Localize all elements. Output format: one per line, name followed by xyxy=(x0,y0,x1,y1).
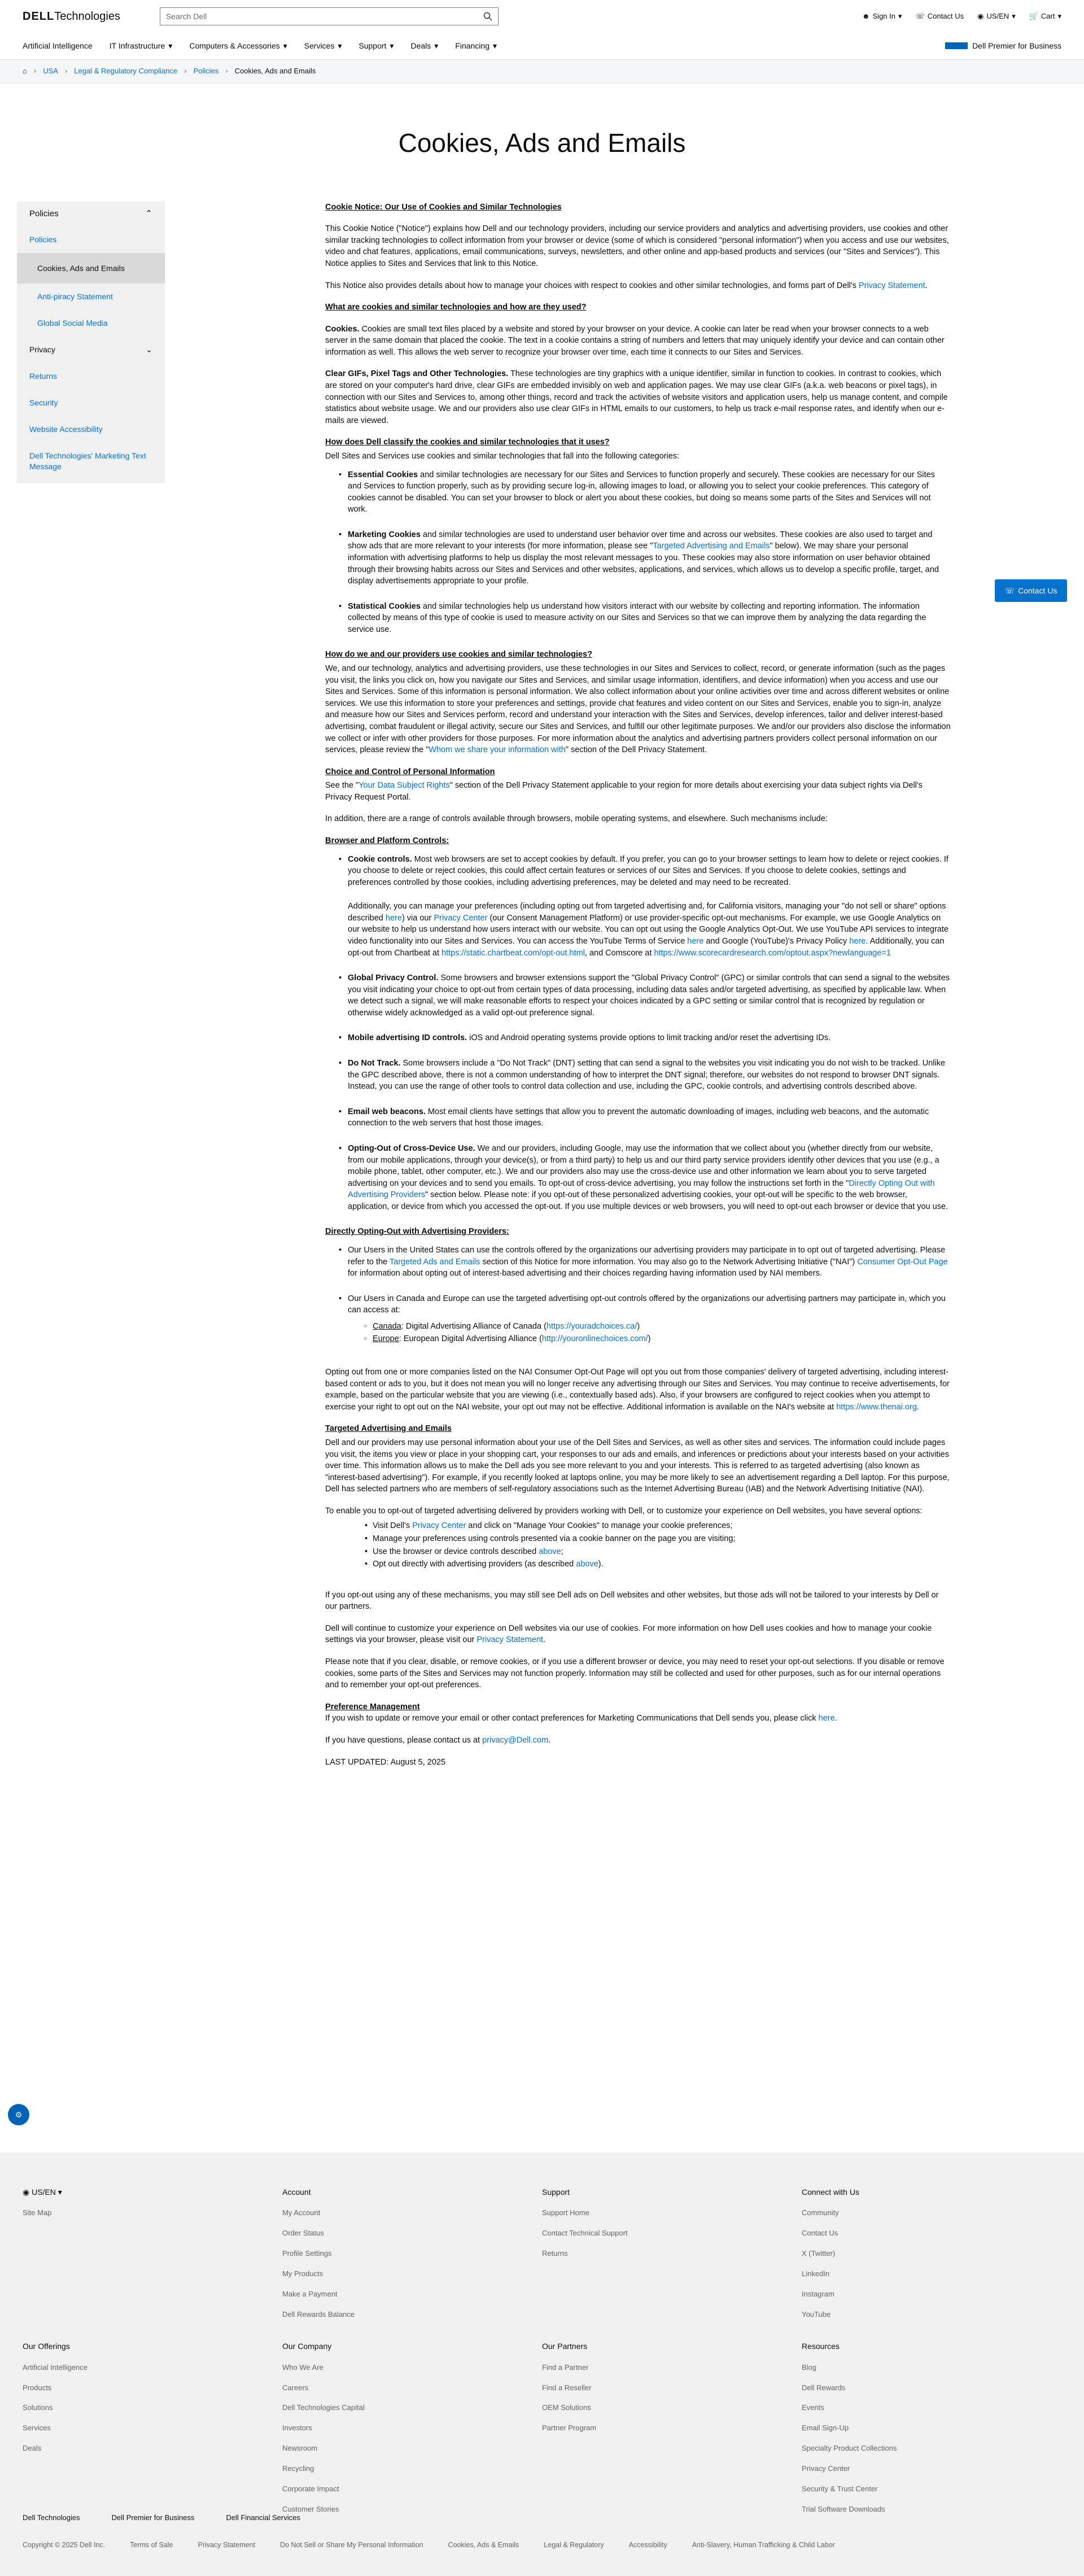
region-selector[interactable] xyxy=(977,11,1016,22)
footer-second-row xyxy=(23,2329,1061,2524)
footer-brands xyxy=(23,2513,300,2523)
breadcrumb xyxy=(0,60,1084,84)
section-heading: Choice and Control of Personal Information xyxy=(325,767,495,776)
breadcrumb-policies[interactable]: Policies xyxy=(193,67,219,76)
region-name: Canada xyxy=(373,1321,401,1331)
targeted-ads-link[interactable]: Targeted Ads and Emails xyxy=(389,1257,480,1267)
paragraph xyxy=(325,368,951,426)
list-item xyxy=(348,1143,951,1212)
text: ; xyxy=(561,1547,563,1556)
footer-brand-link[interactable]: Dell Financial Services xyxy=(226,2513,300,2522)
cart-button[interactable] xyxy=(1029,11,1061,22)
chevron-down-icon: ▾ xyxy=(168,41,173,51)
preferences-here-link[interactable]: here xyxy=(818,1714,835,1723)
text: Most web browsers are set to accept cookies by default. If you prefer, you can go to your browser settings to learn how to delete or reject cookies. If you choose to delete or reject cookies, this could affect certain features or services of our Sites and Services. If you choose to delete cookies, settings and preferences controlled by those cookies, including advertising preferences, may be deleted and may need to be recreated. xyxy=(348,854,948,887)
term: Cookies. xyxy=(325,324,360,334)
breadcrumb-legal[interactable]: Legal & Regulatory Compliance xyxy=(74,67,178,76)
footer-legal-link[interactable]: Privacy Statement xyxy=(198,2541,255,2549)
sidebar-privacy-label: Privacy xyxy=(29,345,55,355)
floating-contact-button[interactable] xyxy=(995,579,1067,602)
footer-link[interactable]: Make a Payment xyxy=(282,2289,338,2298)
chevron-down-icon: ▾ xyxy=(1012,11,1016,20)
paragraph xyxy=(325,1366,951,1413)
list-item xyxy=(348,1106,951,1129)
term: Clear GIFs, Pixel Tags and Other Technologies. xyxy=(325,369,509,379)
here-link[interactable]: here xyxy=(849,937,866,946)
footer-legal xyxy=(23,2540,835,2550)
footer-link[interactable]: Profile Settings xyxy=(282,2248,332,2258)
logo-text: DELL xyxy=(23,10,55,23)
footer-link[interactable]: Community xyxy=(802,2208,839,2217)
footer xyxy=(0,2153,1084,2576)
text: (our Consent Management Platform) or use provider-specific opt-out mechanisms. For example, we use Google Analytics on our website to help us understand how users interact with our website. You can opt out using the Google Analytics Opt-Out. We use YouTube API services to integrate video functionality into our Sites and Services. You can access the YouTube Terms of Service xyxy=(348,913,948,946)
breadcrumb-current: Cookies, Ads and Emails xyxy=(234,67,316,76)
sidebar-item-accessibility[interactable]: Website Accessibility xyxy=(17,416,165,443)
footer-region-selector[interactable] xyxy=(23,2186,282,2198)
text: ) xyxy=(637,1321,640,1331)
footer-link[interactable]: LinkedIn xyxy=(802,2269,830,2278)
headset-icon: ☏ xyxy=(1004,586,1015,595)
here-link[interactable]: here xyxy=(687,937,704,946)
footer-link[interactable]: Solutions xyxy=(23,2403,53,2412)
text: : European Digital Advertising Alliance ( xyxy=(399,1334,542,1344)
text: These technologies are tiny graphics with a unique identifier, similar in function to cookies. In contrast to cookies, which are stored on your computer's hard drive, clear GIFs are embedded invisibly on web and application pages. We may use clear GIFs (a.k.a. web beacons or pixel tags), in connection with our Sites and Services to, among other things, record and track the activities of website visitors and application users, help us manage content, and compile statistics about website usage. We and our providers also use clear GIFs in HTML emails to our customers, to help us track e-mail response rates, and identify when our e-mails are viewed. xyxy=(325,369,948,425)
list-item xyxy=(348,854,951,959)
breadcrumb-separator: › xyxy=(64,67,68,76)
nav-item-deals[interactable] xyxy=(410,40,438,51)
breadcrumb-separator: › xyxy=(184,67,187,76)
footer-list xyxy=(23,2208,282,2219)
chevron-down-icon: ▾ xyxy=(390,41,394,51)
text: Most email clients have settings that allow you to prevent the automatic downloading of images, including web beacons, and the automatic connection to the web servers that host those images. xyxy=(348,1107,929,1128)
footer-legal-link[interactable]: Cookies, Ads & Emails xyxy=(448,2541,519,2549)
data-subject-rights-link[interactable]: Your Data Subject Rights xyxy=(359,781,450,791)
paragraph: In addition, there are a range of controls available through browsers, mobile operating systems, and elsewhere. Such mechanisms include: xyxy=(325,814,828,824)
search-input[interactable] xyxy=(160,7,499,25)
text: If you wish to update or remove your email or other contact preferences for Marketing Communications that Dell sends you, please click xyxy=(325,1714,819,1723)
nav-item-computers[interactable] xyxy=(189,40,287,51)
paragraph: If you opt-out using any of these mechanisms, you may still see Dell ads on Dell websites and other websites, but those ads will not be tailored to your interests by Dell or our partners. xyxy=(325,1590,939,1612)
sidebar-item-policies[interactable]: Policies xyxy=(17,226,165,253)
chevron-down-icon: ▾ xyxy=(283,41,287,51)
footer-link[interactable]: Who We Are xyxy=(282,2363,324,2372)
nav-item-label: Services xyxy=(304,41,335,51)
footer-brand-link[interactable]: Dell Technologies xyxy=(23,2513,80,2522)
logo-suffix: Technologies xyxy=(54,10,120,23)
nav-item-it-infrastructure[interactable] xyxy=(110,40,173,51)
text: Use the browser or device controls described xyxy=(373,1547,539,1556)
headset-icon: ☏ xyxy=(915,11,925,20)
text: Cookies are small text files placed by a website and stored by your browser on your device. A cookie can later be read when your browser connects to a web server in the same domain that placed the cookie. The text in a cookie contains a string of numbers and letters that may uniquely identify your device and can contain other information as well. This allows the web server to recognize your browser over time, each time it connects to our Sites and Services. xyxy=(325,324,945,357)
accessibility-icon: ⚙ xyxy=(15,2110,23,2119)
list-item xyxy=(373,1520,951,1532)
footer-list xyxy=(23,2363,282,2454)
footer-col-title: Our Offerings xyxy=(23,2342,70,2351)
list-item xyxy=(348,972,951,1019)
footer-col-company xyxy=(282,2341,542,2524)
footer-link[interactable]: Find a Reseller xyxy=(542,2383,592,2392)
chartbeat-link[interactable]: https://static.chartbeat.com/opt-out.html xyxy=(442,948,585,958)
direct-optout-list xyxy=(348,1245,951,1316)
term: Do Not Track. xyxy=(348,1059,401,1068)
footer-region-label: US/EN xyxy=(32,2188,56,2197)
text: Visit Dell's xyxy=(373,1521,413,1531)
list-item xyxy=(348,601,951,636)
nav-item-label: Support xyxy=(359,41,387,51)
footer-list xyxy=(542,2208,802,2259)
privacy-statement-link[interactable]: Privacy Statement xyxy=(858,281,925,290)
text: iOS and Android operating systems provide options to limit tracking and/or reset the advertising IDs. xyxy=(467,1033,831,1043)
accessibility-widget-button[interactable] xyxy=(8,2104,29,2125)
footer-col-resources xyxy=(802,2341,897,2524)
footer-link[interactable]: Partner Program xyxy=(542,2424,597,2433)
footer-col-title: Our Company xyxy=(282,2342,332,2351)
term: Statistical Cookies xyxy=(348,601,421,611)
paragraph: To enable you to opt-out of targeted advertising delivered by providers working with Dell, or to customize your experience on Dell websites, you have several options: xyxy=(325,1506,923,1516)
text: See the " xyxy=(325,781,359,791)
paragraph xyxy=(348,901,951,959)
contact-button-label: Contact Us xyxy=(1018,586,1057,595)
chevron-up-icon: ⌃ xyxy=(145,208,152,219)
text: We and our providers, including Google, may use the information that we collect about you (whether directly from our website, from our mobile applications, through your device(s), or from a third party) to help us and our third party service providers identify other devices that you use (e.g., a mobile phone, tablet, other computer, etc.). We and our providers also may use the cross-device use and other information we learn about you to serve targeted advertising on your devices and to send you emails. To opt-out of cross-device advertising, you may follow the instructions set forth in the " xyxy=(348,1143,939,1188)
top-bar xyxy=(0,0,1084,33)
footer-link[interactable]: Dell Rewards xyxy=(802,2383,846,2392)
footer-link[interactable]: Dell Rewards Balance xyxy=(282,2309,355,2319)
list-item xyxy=(348,1032,951,1044)
user-icon: ☻ xyxy=(862,11,870,20)
text: section of this Notice for more information. You may also go to the Network Advertising Initiative ("NAI") xyxy=(480,1257,858,1267)
text: and click on "Manage Your Cookies" to manage your cookie preferences; xyxy=(466,1521,733,1531)
paragraph: Dell and our providers may use personal information about your use of the Dell Sites and Services, as well as other sites and services. The information could include pages you visit, the items you view or place in your shopping cart, your responses to our ads and emails, and inferences or predictions about your interests based on your activities over time. This information allows us to make the Dell ads you see more relevant to you and your interests. This is referred to as targeted advertising (also known as "interest-based advertising"). For example, if you recently looked at laptops online, you may be more likely to see an advertisement regarding a Dell laptop. For this purpose, Dell has selected partners who are members of self-regulatory associations such as the Internet Advertising Bureau (IAB) and the Network Advertising Initiative (NAI). xyxy=(325,1438,950,1494)
footer-link[interactable]: Investors xyxy=(282,2424,312,2433)
text: Additionally, you can manage your preferences (including opting out from targeted advertising and, for California visitors, managing your "do not sell or share" options described xyxy=(348,902,946,923)
above-link[interactable]: above xyxy=(539,1547,561,1556)
footer-link[interactable]: Contact Us xyxy=(802,2229,838,2238)
footer-link[interactable]: Specialty Product Collections xyxy=(802,2444,897,2453)
text: We, and our technology, analytics and advertising providers, use these technologies in our Sites and Services to collect, record, or generate information (such as the pages you visit, the links you click on, how you navigate our Sites and Services, and similar usage information, identifiers, and device information) when you access and use our Sites and Services. Some of this information is personal information. We also collect information about your online activities over time and across different websites or online services. We use this information to store your preferences and settings, provide chat features and video content on our Sites and Services, enable you to sign-in, analyze and measure how our Sites and Services perform, record and understand your interaction with the Sites and Services, develop inferences, tailor and deliver interest-based advertising, combat fraudulent or illegal activity, secure our Sites and Services, and fulfill our other legitimate purposes. We and/or our providers also disclose the information we collect or infer with other providers for those purposes. For more information about the analytics and advertising partners providers collect personal information on our services, please review the " xyxy=(325,664,951,755)
section-heading: Targeted Advertising and Emails xyxy=(325,1424,452,1434)
footer-link[interactable]: Order Status xyxy=(282,2229,324,2238)
text: and similar technologies are necessary for our Sites and Services to function properly and securely. These cookies are necessary for our Sites and Services to function properly, such as by providing secure log-in, allowing images to load, or allowing you to select your cookie preferences. This category of cookies cannot be disabled. You can set your browser to block or alert you about these cookies, but doing so means some parts of the Sites and Services will not work. xyxy=(348,470,935,514)
text: This Notice also provides details about how to manage your choices with respect to cookies and other similar technologies, and forms part of Dell's xyxy=(325,281,859,290)
list-item xyxy=(373,1546,951,1558)
footer-col-title: Resources xyxy=(802,2342,840,2351)
term: Global Privacy Control. xyxy=(348,973,439,983)
text: Our Users in the United States can use the controls offered by the organizations our advertising providers may participate in to opt out of targeted advertising. Please refer to the xyxy=(348,1246,946,1267)
text: and similar technologies help us understand how visitors interact with our website by collecting and reporting information. The information collected by means of this type of cookie is used to measure activity on our Sites and Services so that we can improve them by analyzing the data regarding the service use. xyxy=(348,601,926,634)
footer-list xyxy=(802,2208,859,2320)
term: Essential Cookies xyxy=(348,470,418,479)
text: Our Users in Canada and Europe can use the targeted advertising opt-out controls offered by the organizations our advertising partners may participate in, which you can access at: xyxy=(348,1294,946,1315)
chevron-down-icon: ▾ xyxy=(338,41,342,51)
section-heading: What are cookies and similar technologies and how are they used? xyxy=(325,303,587,312)
paragraph: This Cookie Notice ("Notice") explains how Dell and our technology providers, including our service providers and analytics and advertising providers, use cookies and other similar tracking technologies to collect information from your browser or device (some of which is considered "personal information") when you access and use our websites, video and chat features, applications, email communications, surveys, newsletters, and other online and app-based products and services (our "Sites and Services"). This Notice applies to Sites and Services that link to this Notice. xyxy=(325,224,949,268)
chevron-down-icon: ▾ xyxy=(898,11,902,20)
footer-link[interactable]: My Account xyxy=(282,2208,321,2217)
top-header xyxy=(0,0,1084,84)
edaa-link[interactable]: http://youronlinechoices.com/ xyxy=(541,1334,648,1344)
list-item xyxy=(348,529,951,587)
footer-link[interactable]: Contact Technical Support xyxy=(542,2229,628,2238)
last-updated: LAST UPDATED: August 5, 2025 xyxy=(325,1757,446,1767)
paragraph xyxy=(325,1713,951,1724)
footer-legal-link[interactable]: Anti-Slavery, Human Trafficking & Child Labor xyxy=(692,2541,835,2549)
footer-link[interactable]: Find a Partner xyxy=(542,2363,589,2372)
footer-link[interactable]: Services xyxy=(23,2424,51,2433)
footer-link[interactable]: Careers xyxy=(282,2383,309,2392)
term: Email web beacons. xyxy=(348,1107,426,1116)
footer-region-col xyxy=(23,2186,282,2329)
text: for information about opting out of interest-based advertising and their choices regarding having information used by NAI members. xyxy=(348,1269,822,1278)
sidebar-item-social[interactable]: Global Social Media xyxy=(17,310,165,337)
footer-link[interactable]: OEM Solutions xyxy=(542,2403,591,2412)
text: " section of the Dell Privacy Statement applicable to your region for more details about exercising your data subject rights via Dell's Privacy Request Portal. xyxy=(325,781,923,802)
contact-us-button[interactable] xyxy=(916,11,964,22)
sidebar xyxy=(17,202,165,1778)
term: Marketing Cookies xyxy=(348,530,421,539)
nav-item-label: Financing xyxy=(455,41,489,51)
text: . xyxy=(543,1635,546,1645)
privacy-center-link[interactable]: Privacy Center xyxy=(434,913,488,923)
text: and similar technologies are used to understand user behavior over time and across our websites. These cookies are also used to target and show ads that are more relevant to your interests (for more information, please see " xyxy=(348,530,933,551)
footer-col-title: Our Partners xyxy=(542,2342,588,2351)
text: , and Comscore at xyxy=(584,948,654,958)
footer-link[interactable]: Instagram xyxy=(802,2289,834,2298)
text: . xyxy=(916,1402,919,1412)
text: . xyxy=(925,281,928,290)
copyright: Copyright © 2025 Dell Inc. xyxy=(23,2541,106,2549)
sidebar-header-label: Policies xyxy=(29,208,59,219)
footer-link[interactable]: Blog xyxy=(802,2363,817,2372)
chevron-down-icon: ⌄ xyxy=(146,345,152,355)
paragraph xyxy=(325,1623,951,1646)
section-heading: Preference Management xyxy=(325,1702,420,1711)
paragraph xyxy=(325,280,951,292)
footer-link[interactable]: Trial Software Downloads xyxy=(802,2504,885,2513)
text: . xyxy=(834,1714,837,1723)
text: ) via our xyxy=(401,913,434,923)
main-nav xyxy=(0,33,1084,60)
paragraph xyxy=(325,780,951,803)
footer-link[interactable]: Corporate Impact xyxy=(282,2484,339,2493)
list-item xyxy=(348,1058,951,1093)
footer-link[interactable]: Privacy Center xyxy=(802,2464,850,2473)
nai-optout-link[interactable]: Consumer Opt-Out Page xyxy=(857,1257,948,1267)
breadcrumb-usa[interactable]: USA xyxy=(43,67,58,76)
privacy-center-link[interactable]: Privacy Center xyxy=(412,1521,466,1531)
footer-link[interactable]: Customer Stories xyxy=(282,2504,339,2513)
text: . Additionally, you can opt-out from Chartbeat at xyxy=(348,937,945,958)
footer-col-connect xyxy=(802,2186,859,2329)
footer-col-title: Account xyxy=(282,2188,311,2197)
targeted-advertising-link[interactable]: Targeted Advertising and Emails xyxy=(653,542,770,551)
nav-item-ai[interactable]: Artificial Intelligence xyxy=(23,41,93,51)
header-actions xyxy=(862,11,1061,22)
search-placeholder: Search Dell xyxy=(165,11,207,21)
footer-list xyxy=(802,2363,897,2515)
footer-link[interactable]: Products xyxy=(23,2383,52,2392)
paragraph xyxy=(325,1735,951,1747)
premier-link[interactable] xyxy=(945,40,1061,51)
region-name: Europe xyxy=(373,1334,399,1344)
footer-col-support xyxy=(542,2186,802,2329)
paragraph xyxy=(325,663,951,756)
main-content xyxy=(325,202,951,1778)
list-item xyxy=(373,1333,951,1345)
nav-item-label: Computers & Accessories xyxy=(189,41,280,51)
region-label: US/EN xyxy=(986,11,1009,20)
list-item: • Manage your preferences using controls presented via a cookie banner on the page you are visiting; xyxy=(373,1533,951,1545)
footer-top-row xyxy=(23,2153,1061,2329)
cart-label: Cart xyxy=(1041,11,1055,20)
sidebar-header[interactable] xyxy=(17,202,165,226)
sidebar-item-security[interactable]: Security xyxy=(17,390,165,416)
term: Opting-Out of Cross-Device Use. xyxy=(348,1143,475,1153)
privacy-email-link[interactable]: privacy@Dell.com xyxy=(482,1735,549,1745)
text: Dell will continue to customize your experience on Dell websites via our use of cookies. For more information on how Dell uses cookies and how to manage your cookie settings via your browser, please visit our xyxy=(325,1623,932,1645)
text: Some browsers and browser extensions support the "Global Privacy Control" (GPC) or similar controls that can send a signal to the websites you visit indicating your choice to opt-out from certain types of data processing, including data sales and/or targeted advertising, as specified by applicable law. When we detect such a signal, we will make reasonable efforts to respect your choices indicated by a GPC setting or similar control that is recognized by regulation or otherwise widely acknowledged as a valid opt-out preference signal. xyxy=(348,973,950,1018)
footer-link[interactable]: Email Sign-Up xyxy=(802,2424,849,2433)
footer-brand-link[interactable]: Dell Premier for Business xyxy=(111,2513,195,2522)
text: " section below. Please note: if you opt-out of these personalized advertising cookies, your opt-out will be specific to the web browser, application, or device from which you accessed the opt-out. If you use multiple devices or web browsers, you will need to opt-out each browser or device that you use. xyxy=(348,1190,948,1211)
premier-label: Dell Premier for Business xyxy=(972,41,1061,51)
footer-col-account xyxy=(282,2186,542,2329)
footer-link[interactable]: Returns xyxy=(542,2248,568,2258)
section-heading: Browser and Platform Controls: xyxy=(325,836,449,845)
nav-item-support[interactable] xyxy=(359,40,394,51)
comscore-link[interactable]: https://www.scorecardresearch.com/optout.aspx?newlanguage=1 xyxy=(654,948,891,958)
text: Opting out from one or more companies listed on the NAI Consumer Opt-Out Page will opt you out from those companies' delivery of targeted advertising, including interest-based content or ads to you, but it does not mean you will no longer receive any advertising through our Sites and Services. You may continue to receive advertisements, for example, based on the particular website that you are viewing (i.e., contextually based ads). Also, if your browsers are configured to reject cookies when you attempt to exercise your right to opt out on the NAI website, your opt out may not be effective. Additional information is available on the NAI's website at xyxy=(325,1368,950,1412)
sidebar-item-privacy[interactable] xyxy=(17,337,165,363)
footer-legal-link[interactable]: Accessibility xyxy=(628,2541,667,2549)
nai-website-link[interactable]: https://www.thenai.org xyxy=(836,1402,917,1412)
paragraph: Please note that if you clear, disable, or remove cookies, or if you use a different browser or device, you may need to reset your opt-out selections. If you disable or remove cookies, some parts of the Sites and Services may not function properly. Information may still be collected and used for other purposes, such as for our internal operations and to remember your opt-out preferences. xyxy=(325,1657,945,1690)
footer-col-title: Connect with Us xyxy=(802,2188,859,2197)
globe-icon: ◉ xyxy=(23,2188,30,2197)
globe-icon: ◉ xyxy=(977,11,984,20)
text: If you have questions, please contact us at xyxy=(325,1735,483,1745)
sidebar-item-cookies[interactable]: Cookies, Ads and Emails xyxy=(17,253,165,284)
text: ). xyxy=(598,1560,604,1569)
footer-link[interactable]: Deals xyxy=(23,2444,42,2453)
footer-col-offerings xyxy=(23,2341,282,2524)
paragraph xyxy=(325,324,951,359)
footer-link[interactable]: X (Twitter) xyxy=(802,2248,836,2258)
list-item xyxy=(373,1321,951,1333)
paragraph: Dell Sites and Services use cookies and similar technologies that fall into the following categories: xyxy=(325,451,680,461)
daac-link[interactable]: https://youradchoices.ca/ xyxy=(546,1321,637,1331)
breadcrumb-separator: › xyxy=(33,67,37,76)
regional-optout-list xyxy=(373,1321,951,1345)
list-item xyxy=(348,1245,951,1280)
chevron-down-icon: ▾ xyxy=(492,41,497,51)
browser-controls-list xyxy=(348,854,951,1213)
privacy-statement-link[interactable]: Privacy Statement xyxy=(477,1635,544,1645)
footer-legal-link[interactable]: Legal & Regulatory xyxy=(544,2541,604,2549)
footer-link-sitemap[interactable]: Site Map xyxy=(23,2208,52,2217)
chevron-down-icon: ▾ xyxy=(1057,11,1061,20)
text: : Digital Advertising Alliance of Canada ( xyxy=(401,1321,547,1331)
footer-col-partners xyxy=(542,2341,802,2524)
premier-icon xyxy=(945,42,968,49)
list-item xyxy=(373,1558,951,1570)
page-title: Cookies, Ads and Emails xyxy=(398,128,686,158)
breadcrumb-separator: › xyxy=(225,67,228,76)
list-item xyxy=(348,469,951,516)
section-heading: Cookie Notice: Our Use of Cookies and Similar Technologies xyxy=(325,202,562,212)
page-layout xyxy=(0,202,1084,1778)
directly-opting-out-link[interactable]: Directly Opting Out with Advertising Providers xyxy=(348,1178,935,1200)
chevron-down-icon: ▾ xyxy=(434,41,439,51)
footer-link[interactable]: Newsroom xyxy=(282,2444,318,2453)
footer-list xyxy=(542,2363,802,2434)
sign-in-label: Sign In xyxy=(872,11,895,20)
sidebar-item-marketing-text[interactable]: Dell Technologies' Marketing Text Message xyxy=(17,443,165,483)
footer-link[interactable]: Artificial Intelligence xyxy=(23,2363,88,2372)
footer-legal-link[interactable]: Terms of Sale xyxy=(130,2541,173,2549)
text: . xyxy=(548,1735,551,1745)
footer-col-title: Support xyxy=(542,2188,570,2197)
footer-legal-link[interactable]: Do Not Sell or Share My Personal Information xyxy=(279,2541,423,2549)
list-item xyxy=(348,1293,951,1316)
dell-logo[interactable] xyxy=(23,8,120,25)
text: ) xyxy=(648,1334,651,1344)
cookie-category-list xyxy=(348,469,951,636)
term: Cookie controls. xyxy=(348,854,412,864)
footer-link[interactable]: My Products xyxy=(282,2269,324,2278)
text: " section of the Dell Privacy Statement. xyxy=(565,745,707,755)
search-icon[interactable] xyxy=(483,12,492,21)
section-heading: Directly Opting-Out with Advertising Providers: xyxy=(325,1227,509,1237)
here-link[interactable]: here xyxy=(385,913,402,923)
above-link[interactable]: above xyxy=(576,1560,598,1569)
sidebar-item-antipiracy[interactable]: Anti-piracy Statement xyxy=(17,283,165,310)
sidebar-item-returns[interactable]: Returns xyxy=(17,363,165,390)
text: and Google (YouTube)'s Privacy Policy xyxy=(703,937,850,946)
nav-item-financing[interactable] xyxy=(455,40,497,51)
nav-item-services[interactable] xyxy=(304,40,342,51)
footer-link[interactable]: Security & Trust Center xyxy=(802,2484,878,2493)
text: Opt out directly with advertising providers (as described xyxy=(373,1560,576,1569)
sign-in-button[interactable] xyxy=(862,11,902,22)
whom-we-share-link[interactable]: Whom we share your information with xyxy=(429,745,566,755)
cart-icon: 🛒 xyxy=(1029,11,1038,20)
section-heading: How do we and our providers use cookies and similar technologies? xyxy=(325,650,592,660)
footer-link[interactable]: YouTube xyxy=(802,2309,831,2319)
optout-options-list xyxy=(373,1520,951,1570)
chevron-down-icon: ▾ xyxy=(58,2188,62,2197)
footer-link[interactable]: Events xyxy=(802,2403,824,2412)
text: Some browsers include a "Do Not Track" (DNT) setting that can send a signal to the websites you visit indicating you do not wish to be tracked. Unlike the GPC described above, there is not a common understanding of how to interpret the DNT signal; therefore, our websites do not respond to browser DNT signals. Instead, you can use the range of other tools to control data collection and use, including the GPC, cookie controls, and advertising controls described above. xyxy=(348,1059,946,1091)
section-heading: How does Dell classify the cookies and similar technologies that it uses? xyxy=(325,438,610,447)
footer-link[interactable]: Recycling xyxy=(282,2464,314,2473)
home-icon[interactable]: ⌂ xyxy=(23,67,27,76)
term: Mobile advertising ID controls. xyxy=(348,1033,467,1043)
main-nav-items xyxy=(23,40,497,51)
nav-item-label: IT Infrastructure xyxy=(109,41,165,51)
contact-label: Contact Us xyxy=(927,11,964,20)
footer-list xyxy=(282,2363,542,2515)
footer-link[interactable]: Support Home xyxy=(542,2208,589,2217)
footer-link[interactable]: Dell Technologies Capital xyxy=(282,2403,365,2412)
text: " below). We may share your personal information with advertising platforms to help us display the most relevant messages to you. These cookies may also store information on user behavior obtained through their browsing habits across our Sites and Services and other websites, applications, and services, which allows us to develop a specific profile, target, and display advertisements appropriate to your profile. xyxy=(348,542,939,586)
nav-item-label: Deals xyxy=(410,41,431,51)
footer-list xyxy=(282,2208,542,2320)
